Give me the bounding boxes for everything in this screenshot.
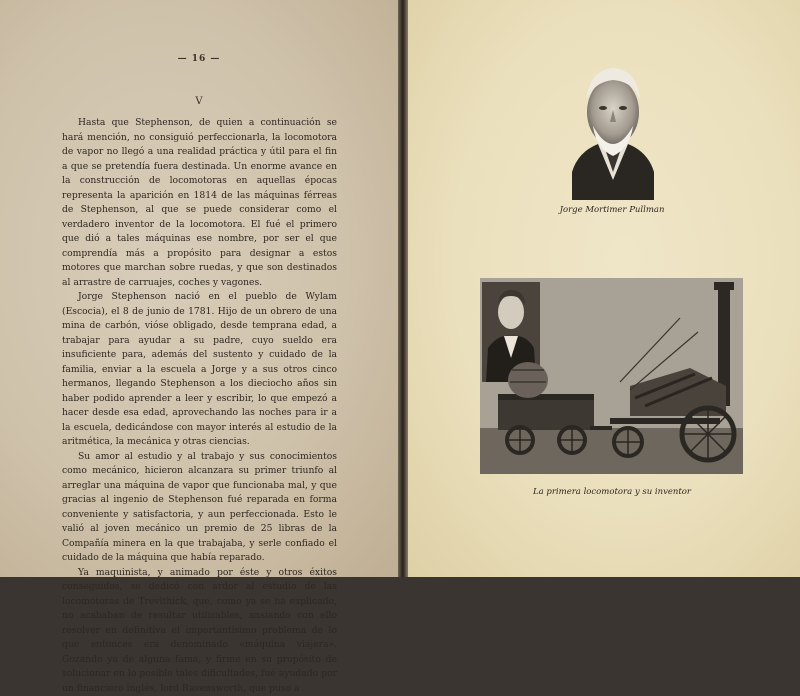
paragraph: Ya maquinista, y animado por éste y otros éxitos conseguidos, se dedicó con ardor al estudio de las locomotoras de Trevithick, que, como ya se ha explicado, no acababan de resultar utilizables, ansiando con ello resolver en definitiva el importantísimo problema de lo que entonces era denominado «máquina viajera». Gozando ya de alguna fama, y firme en su propósito de solucionar en lo posible tales dificultades, fué ayudado por un financiero inglés, lord Ravensworth, que puso a: [62, 566, 337, 696]
chapter-heading: V: [0, 96, 398, 107]
left-page: [0, 0, 398, 577]
paragraph: Su amor al estudio y al trabajo y sus conocimientos como mecánico, hicieron alcanzara su primer triunfo al arreglar una máquina de vapor que funcionaba mal, y que gracias al ingenio de Stephenson fué reparada en forma conveniente y satisfactoria, y aun perfeccionada. Esto le valió al joven mecánico un premio de 25 libras de la Compañía minera en la que trabajaba, y serle confiado el cuidado de la máquina que había reparado.: [62, 450, 337, 566]
book-gutter: [398, 0, 408, 577]
paragraph: Hasta que Stephenson, de quien a continuación se hará mención, no consiguió perfeccionarla, la locomotora de vapor no llegó a una realidad práctica y útil para el fin a que se pretendía fuera destinada. Un enorme avance en la construcción de locomotoras en aquellas épocas representa la aparición en 1814 de las máquinas férreas de Stephenson, al que se puede considerar como el verdadero inventor de la locomotora. El fué el primero que dió a tales máquinas ese nombre, por ser el que comprendía más a propósito para designar a estos motores que marchan sobre ruedas, y que son destinados al arrastre de carruajes, coches y vagones.: [62, 116, 337, 290]
portrait-caption: Jorge Mortimer Pullman: [512, 205, 712, 215]
body-text: [62, 116, 337, 696]
paragraph: Jorge Stephenson nació en el pueblo de Wylam (Escocia), el 8 de junio de 1781. Hijo de un obrero de una mina de carbón, vióse obligado, desde temprana edad, a trabajar para ayudar a su padre, cuyo sueldo era insuficiente para, además del sustento y cuidado de la familia, enviar a la escuela a Jorge y a sus otros cinco hermanos, llegando Stephenson a los dieciocho años sin haber podido aprender a leer y escribir, lo que empezó a hacer desde esa edad, aprovechando las noches para ir a la escuela, dedicándose con mayor interés al estudio de la aritmética, la mecánica y otras ciencias.: [62, 290, 337, 450]
portrait-photo: [568, 60, 658, 200]
locomotive-plate: [480, 278, 743, 474]
plate-caption: La primera locomotora y su inventor: [486, 487, 738, 497]
page-number: — 16 —: [0, 54, 398, 64]
